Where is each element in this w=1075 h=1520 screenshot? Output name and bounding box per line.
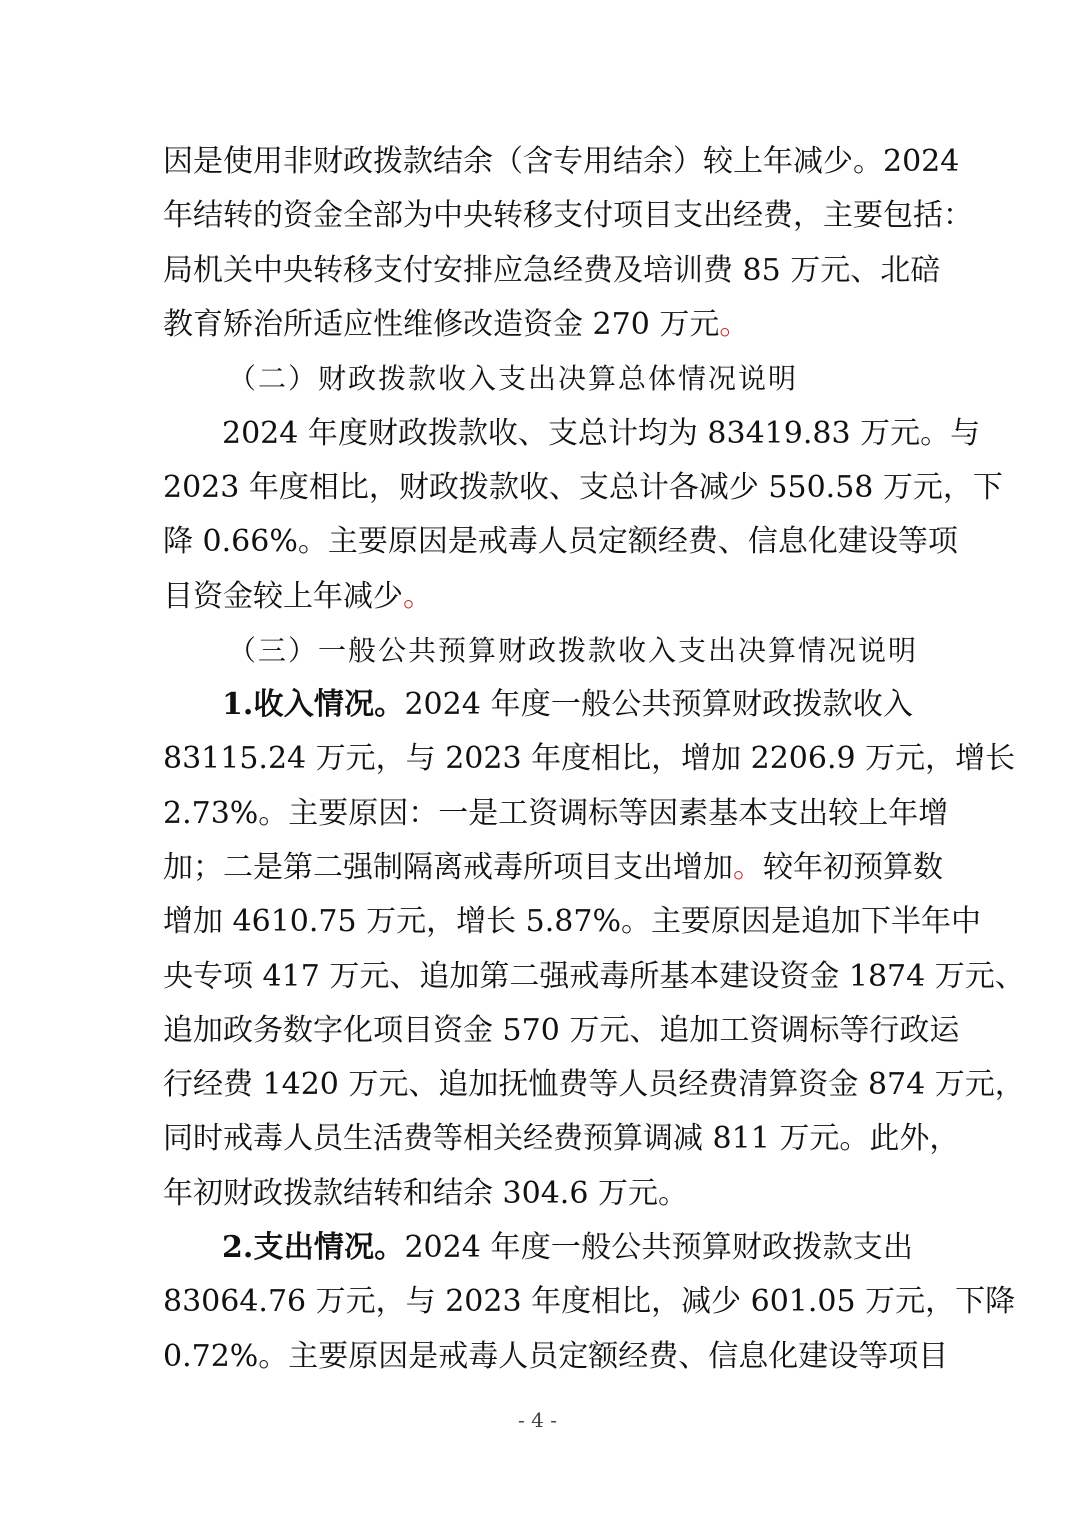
line-text: 降 0.66%。主要原因是戒毒人员定额经费、信息化建设等项 bbox=[163, 524, 958, 559]
line-text: 0.72%。主要原因是戒毒人员定额经费、信息化建设等项目 bbox=[163, 1339, 949, 1374]
paragraph-line bbox=[222, 408, 981, 460]
line-text: 增加 4610.75 万元，增长 5.87%。主要原因是追加下半年中 bbox=[163, 904, 981, 939]
bold-lead: 2.支出情况。 bbox=[222, 1230, 405, 1265]
line-text: 教育矫治所适应性维修改造资金 270 万元 bbox=[163, 307, 720, 342]
heading-text: （二）财政拨款收入支出决算总体情况说明 bbox=[228, 362, 799, 395]
line-text: 83115.24 万元，与 2023 年度相比，增加 2206.9 万元，增长 bbox=[163, 741, 1016, 776]
line-text: 局机关中央转移支付安排应急经费及培训费 85 万元、北碚 bbox=[163, 253, 941, 288]
paragraph-line bbox=[163, 896, 981, 948]
line-text: 同时戒毒人员生活费等相关经费预算调减 811 万元。此外， bbox=[163, 1121, 960, 1156]
line-text: 追加政务数字化项目资金 570 万元、追加工资调标等行政运 bbox=[163, 1013, 960, 1048]
line-text-continued: 较年初预算数 bbox=[763, 850, 943, 885]
line-text: 加；二是第二强制隔离戒毒所项目支出增加 bbox=[163, 850, 733, 885]
paragraph-line bbox=[163, 951, 1025, 1003]
red-punctuation: 。 bbox=[403, 579, 433, 614]
page-number: - 4 - bbox=[518, 1408, 557, 1432]
paragraph-line bbox=[222, 1222, 913, 1274]
red-punctuation: 。 bbox=[733, 850, 763, 885]
line-text: 2024 年度一般公共预算财政拨款支出 bbox=[404, 1230, 913, 1265]
paragraph-line bbox=[222, 679, 913, 731]
line-text: 年初财政拨款结转和结余 304.6 万元。 bbox=[163, 1176, 688, 1211]
paragraph-line bbox=[163, 1276, 1016, 1328]
line-text: 2.73%。主要原因：一是工资调标等因素基本支出较上年增 bbox=[163, 796, 949, 831]
paragraph-line bbox=[163, 245, 941, 297]
line-text: 年结转的资金全部为中央转移支付项目支出经费，主要包括： bbox=[163, 198, 973, 233]
paragraph-line bbox=[163, 1059, 1025, 1111]
paragraph-line bbox=[163, 1113, 960, 1165]
line-text: 2024 年度财政拨款收、支总计均为 83419.83 万元。与 bbox=[222, 416, 981, 451]
paragraph-line bbox=[163, 788, 949, 840]
line-text: 2023 年度相比，财政拨款收、支总计各减少 550.58 万元，下 bbox=[163, 470, 1003, 505]
line-text: 2024 年度一般公共预算财政拨款收入 bbox=[404, 687, 913, 722]
red-punctuation: 。 bbox=[719, 307, 750, 342]
line-text: 83064.76 万元，与 2023 年度相比，减少 601.05 万元，下降 bbox=[163, 1284, 1016, 1319]
paragraph-line bbox=[163, 842, 943, 894]
paragraph-line bbox=[163, 1005, 960, 1057]
paragraph-line bbox=[163, 299, 913, 351]
paragraph-line bbox=[163, 516, 958, 568]
paragraph-line bbox=[163, 733, 1016, 785]
section-heading bbox=[228, 353, 908, 405]
heading-text: （三）一般公共预算财政拨款收入支出决算情况说明 bbox=[228, 634, 919, 667]
paragraph-line bbox=[163, 462, 1003, 514]
paragraph-line bbox=[163, 136, 960, 188]
paragraph-line bbox=[163, 1331, 949, 1383]
bold-lead: 1.收入情况。 bbox=[222, 687, 405, 722]
line-text: 央专项 417 万元、追加第二强戒毒所基本建设资金 1874 万元、 bbox=[163, 959, 1025, 994]
line-text: 因是使用非财政拨款结余（含专用结余）较上年减少。2024 bbox=[163, 144, 960, 179]
line-text: 目资金较上年减少 bbox=[163, 579, 403, 614]
line-text: 行经费 1420 万元、追加抚恤费等人员经费清算资金 874 万元， bbox=[163, 1067, 1025, 1102]
paragraph-line bbox=[163, 1168, 913, 1220]
paragraph-line bbox=[163, 190, 973, 242]
section-heading bbox=[228, 625, 919, 677]
paragraph-line bbox=[163, 571, 913, 623]
